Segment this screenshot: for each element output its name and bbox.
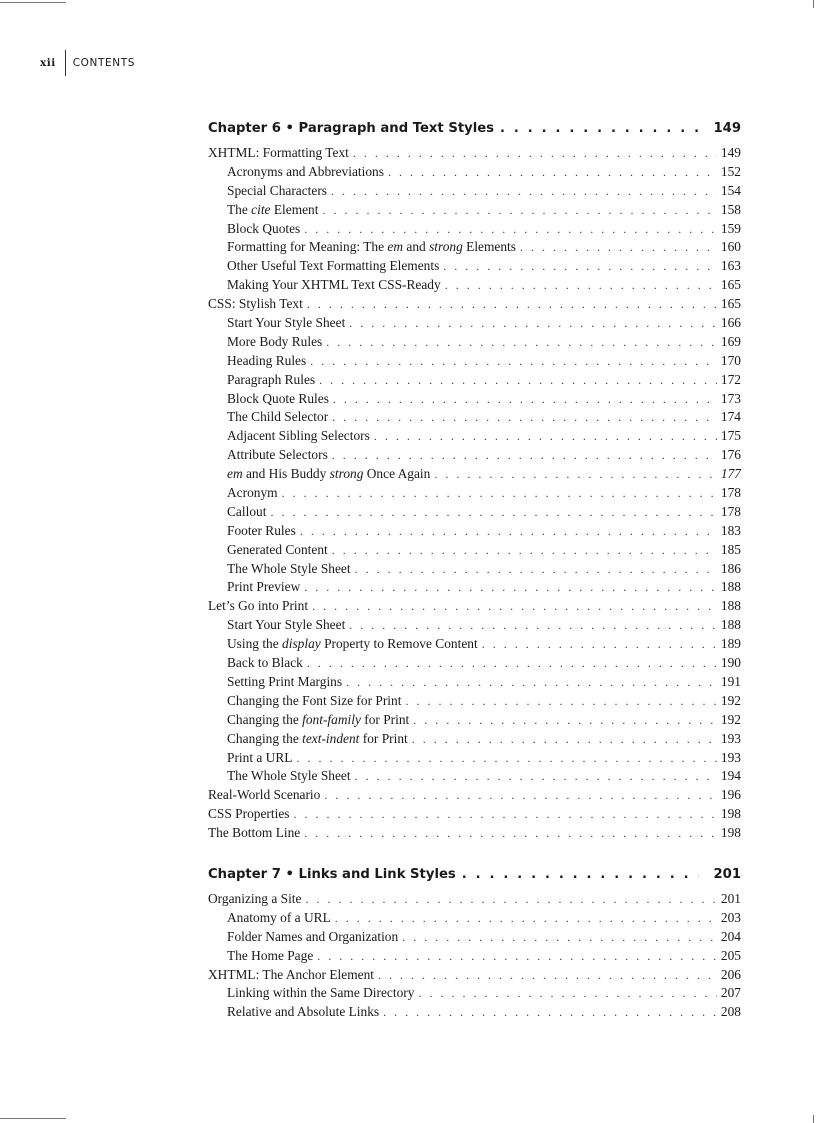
entry-title-text: for Print xyxy=(360,711,410,727)
toc-subentry[interactable] xyxy=(208,446,741,465)
entry-title-text: Back to Black xyxy=(227,655,303,671)
toc-subentry[interactable] xyxy=(208,730,741,749)
chapter-title: Chapter 7 • Links and Link Styles xyxy=(208,866,456,882)
entry-page-number: 186 xyxy=(720,560,741,576)
toc-subentry[interactable] xyxy=(208,635,741,654)
entry-title-text: The Bottom Line xyxy=(208,825,301,841)
entry-title xyxy=(227,730,408,749)
entry-page-number: 177 xyxy=(720,466,741,482)
entry-title-text: Adjacent Sibling Selectors xyxy=(227,428,370,444)
entry-page-number: 188 xyxy=(720,617,741,633)
dot-leader xyxy=(413,711,717,730)
dot-leader xyxy=(355,767,717,786)
toc-subentry[interactable] xyxy=(208,257,741,276)
running-head xyxy=(40,50,135,76)
toc-subentry[interactable] xyxy=(208,484,741,503)
toc-entry[interactable] xyxy=(208,890,741,909)
toc-subentry[interactable] xyxy=(208,541,741,560)
dot-leader xyxy=(282,484,717,503)
entry-page-number: 193 xyxy=(720,749,741,765)
entry-title-text: Element xyxy=(270,201,319,217)
entry-title-text: Attribute Selectors xyxy=(227,447,328,463)
dot-leader xyxy=(307,654,717,673)
dot-leader xyxy=(388,163,717,182)
toc-entry[interactable] xyxy=(208,805,741,824)
entry-page-number: 201 xyxy=(720,890,741,906)
entry-title xyxy=(227,541,328,560)
toc-subentry[interactable] xyxy=(208,220,741,239)
dot-leader xyxy=(462,864,700,886)
entry-title-text: Callout xyxy=(227,503,267,519)
entry-title-text: Anatomy of a URL xyxy=(227,909,331,925)
dot-leader xyxy=(310,352,717,371)
toc-subentry[interactable] xyxy=(208,238,741,257)
entry-title-code-term: em xyxy=(227,466,243,482)
entry-title xyxy=(227,333,322,352)
toc-subentry[interactable] xyxy=(208,711,741,730)
dot-leader xyxy=(353,144,717,163)
dot-leader xyxy=(332,541,717,560)
dot-leader xyxy=(324,786,717,805)
dot-leader xyxy=(304,824,717,843)
entry-page-number: 163 xyxy=(720,258,741,274)
entry-title xyxy=(227,749,292,768)
entry-title xyxy=(208,890,301,909)
toc-entry[interactable] xyxy=(208,295,741,314)
toc-subentry[interactable] xyxy=(208,333,741,352)
entry-title-text: Print a URL xyxy=(227,749,293,765)
entry-title-text: The Whole Style Sheet xyxy=(227,560,351,576)
entry-title-text: and His Buddy xyxy=(242,466,330,482)
toc-subentry[interactable] xyxy=(208,749,741,768)
entry-title-text: Once Again xyxy=(363,466,431,482)
entry-title xyxy=(227,390,329,409)
entry-title xyxy=(227,182,327,201)
chapter-heading[interactable] xyxy=(208,118,741,140)
entry-title xyxy=(227,692,401,711)
entry-title xyxy=(208,824,300,843)
dot-leader xyxy=(346,673,717,692)
toc-subentry[interactable] xyxy=(208,928,741,947)
entry-title-code-term: strong xyxy=(429,239,463,255)
toc-subentry[interactable] xyxy=(208,465,741,484)
toc-subentry[interactable] xyxy=(208,408,741,427)
dot-leader xyxy=(412,730,717,749)
entry-title-text: Property to Remove Content xyxy=(320,636,478,652)
entry-title-text: Changing the Font Size for Print xyxy=(227,692,402,708)
entry-title xyxy=(227,163,384,182)
toc-subentry[interactable] xyxy=(208,654,741,673)
entry-page-number: 185 xyxy=(720,541,741,557)
entry-title-text: Start Your Style Sheet xyxy=(227,617,346,633)
entry-title-text: Setting Print Margins xyxy=(227,673,343,689)
entry-title xyxy=(227,503,266,522)
entry-title xyxy=(227,673,342,692)
entry-title xyxy=(227,408,328,427)
toc-subentry[interactable] xyxy=(208,390,741,409)
toc-subentry[interactable] xyxy=(208,427,741,446)
toc-entry[interactable] xyxy=(208,597,741,616)
entry-page-number: 154 xyxy=(720,182,741,198)
dot-leader xyxy=(307,295,717,314)
entry-page-number: 169 xyxy=(720,333,741,349)
dot-leader xyxy=(335,909,717,928)
entry-title xyxy=(227,484,278,503)
dot-leader xyxy=(402,928,717,947)
entry-title xyxy=(208,966,374,985)
dot-leader xyxy=(331,182,717,201)
entry-page-number: 174 xyxy=(720,409,741,425)
entry-page-number: 165 xyxy=(720,277,741,293)
dot-leader xyxy=(349,616,717,635)
entry-title xyxy=(227,371,315,390)
entry-page-number: 198 xyxy=(720,806,741,822)
dot-leader xyxy=(482,635,717,654)
dot-leader xyxy=(355,560,717,579)
entry-title-text: Changing the xyxy=(227,730,303,746)
entry-page-number: 173 xyxy=(720,390,741,406)
entry-page-number: 160 xyxy=(720,239,741,255)
entry-title-text: XHTML: The Anchor Element xyxy=(208,966,374,982)
entry-title xyxy=(227,635,478,654)
entry-page-number: 204 xyxy=(720,928,741,944)
entry-title-text: Print Preview xyxy=(227,579,301,595)
entry-title-code-term: cite xyxy=(251,201,271,217)
entry-title xyxy=(227,1003,379,1022)
entry-page-number: 188 xyxy=(720,598,741,614)
entry-title-text: Changing the xyxy=(227,711,303,727)
entry-title-code-term: text-indent xyxy=(302,730,360,746)
toc-subentry[interactable] xyxy=(208,314,741,333)
entry-title xyxy=(227,928,398,947)
dot-leader xyxy=(304,578,717,597)
entry-page-number: 191 xyxy=(720,673,741,689)
dot-leader xyxy=(270,503,716,522)
entry-title xyxy=(227,767,351,786)
toc-subentry[interactable] xyxy=(208,201,741,220)
entry-title-text: Generated Content xyxy=(227,541,328,557)
entry-page-number: 203 xyxy=(720,909,741,925)
entry-title xyxy=(227,314,345,333)
dot-leader xyxy=(445,276,717,295)
entry-title-code-term: font-family xyxy=(302,711,361,727)
entry-title-text: Let’s Go into Print xyxy=(208,598,309,614)
entry-title-text: The Whole Style Sheet xyxy=(227,768,351,784)
entry-title-text: and xyxy=(403,239,430,255)
entry-title-text: Using the xyxy=(227,636,283,652)
entry-page-number: 190 xyxy=(720,655,741,671)
toc-subentry[interactable] xyxy=(208,352,741,371)
toc-subentry[interactable] xyxy=(208,616,741,635)
dot-leader xyxy=(300,522,717,541)
entry-title-text: Linking within the Same Directory xyxy=(227,985,415,1001)
entry-page-number: 158 xyxy=(720,201,741,217)
entry-title-text: Paragraph Rules xyxy=(227,371,316,387)
dot-leader xyxy=(326,333,717,352)
chapter-spacer xyxy=(208,843,741,864)
chapter-heading[interactable] xyxy=(208,864,741,886)
crop-mark-bottom-left xyxy=(0,1118,66,1119)
dot-leader xyxy=(434,465,717,484)
dot-leader xyxy=(333,390,717,409)
entry-page-number: 149 xyxy=(720,145,741,160)
toc-subentry[interactable] xyxy=(208,984,741,1003)
entry-page-number: 192 xyxy=(720,692,741,708)
dot-leader xyxy=(305,890,716,909)
toc-subentry[interactable] xyxy=(208,767,741,786)
entry-page-number: 166 xyxy=(720,315,741,331)
dot-leader xyxy=(319,371,717,390)
toc-subentry[interactable] xyxy=(208,503,741,522)
toc-subentry[interactable] xyxy=(208,560,741,579)
entry-page-number: 152 xyxy=(720,163,741,179)
entry-title-text: More Body Rules xyxy=(227,333,323,349)
entry-title-text: Real-World Scenario xyxy=(208,787,321,803)
entry-title xyxy=(227,238,516,257)
entry-title xyxy=(227,909,331,928)
dot-leader xyxy=(317,947,717,966)
toc-subentry[interactable] xyxy=(208,182,741,201)
toc-subentry[interactable] xyxy=(208,578,741,597)
entry-title xyxy=(227,446,328,465)
entry-title-text: The Home Page xyxy=(227,947,314,963)
entry-title xyxy=(227,220,300,239)
entry-title-text: Heading Rules xyxy=(227,352,307,368)
entry-title xyxy=(227,711,409,730)
dot-leader xyxy=(296,749,716,768)
entry-title-text: CSS Properties xyxy=(208,806,290,822)
entry-page-number: 178 xyxy=(720,503,741,519)
entry-title xyxy=(208,805,289,824)
chapter-page-number: 149 xyxy=(713,121,741,136)
entry-title xyxy=(227,947,313,966)
entry-page-number: 207 xyxy=(720,985,741,1001)
toc-subentry[interactable] xyxy=(208,276,741,295)
toc-entry[interactable] xyxy=(208,966,741,985)
toc-entry[interactable] xyxy=(208,824,741,843)
chapter-page-number: 201 xyxy=(713,866,741,882)
entry-page-number: 206 xyxy=(720,966,741,982)
dot-leader xyxy=(405,692,716,711)
entry-title xyxy=(227,201,318,220)
entry-title-text: Start Your Style Sheet xyxy=(227,315,346,331)
running-head-label: CONTENTS xyxy=(72,57,135,69)
entry-page-number: 193 xyxy=(720,730,741,746)
entry-page-number: 208 xyxy=(720,1004,741,1020)
entry-page-number: 172 xyxy=(720,371,741,387)
entry-page-number: 192 xyxy=(720,711,741,727)
entry-page-number: 170 xyxy=(720,352,741,368)
dot-leader xyxy=(500,118,699,140)
entry-title-text: Making Your XHTML Text CSS-Ready xyxy=(227,277,441,293)
dot-leader xyxy=(322,201,716,220)
toc-entry[interactable] xyxy=(208,786,741,805)
entry-page-number: 189 xyxy=(720,636,741,652)
entry-title xyxy=(227,560,351,579)
toc-subentry[interactable] xyxy=(208,673,741,692)
entry-title-text: Organizing a Site xyxy=(208,890,302,906)
entry-title xyxy=(227,427,370,446)
entry-page-number: 183 xyxy=(720,522,741,538)
toc-subentry[interactable] xyxy=(208,947,741,966)
entry-title xyxy=(227,276,441,295)
entry-page-number: 205 xyxy=(720,947,741,963)
entry-title-text: The Child Selector xyxy=(227,409,329,425)
toc-subentry[interactable] xyxy=(208,1003,741,1022)
toc-subentry[interactable] xyxy=(208,163,741,182)
entry-title-text: Special Characters xyxy=(227,182,328,198)
dot-leader xyxy=(374,427,717,446)
entry-title-text: Block Quotes xyxy=(227,220,301,236)
entry-title-text: Folder Names and Organization xyxy=(227,928,399,944)
dot-leader xyxy=(383,1003,717,1022)
entry-title-text: The xyxy=(227,201,252,217)
entry-title-text: Formatting for Meaning: The xyxy=(227,239,388,255)
toc-entry[interactable] xyxy=(208,144,741,163)
entry-title-text: Elements xyxy=(462,239,516,255)
crop-mark-bottom-right xyxy=(813,1115,814,1123)
dot-leader xyxy=(332,446,717,465)
entry-title-text: Block Quote Rules xyxy=(227,390,329,406)
entry-title-text: Acronym xyxy=(227,485,278,501)
entry-title xyxy=(227,654,303,673)
toc-subentry[interactable] xyxy=(208,692,741,711)
entry-title xyxy=(227,984,414,1003)
entry-page-number: 194 xyxy=(720,768,741,784)
entry-title xyxy=(227,352,306,371)
toc-subentry[interactable] xyxy=(208,522,741,541)
entry-title-text: CSS: Stylish Text xyxy=(208,296,303,312)
entry-page-number: 176 xyxy=(720,447,741,463)
entry-title xyxy=(227,257,439,276)
entry-title xyxy=(208,786,320,805)
toc-subentry[interactable] xyxy=(208,371,741,390)
crop-mark-top-right xyxy=(813,0,814,8)
dot-leader xyxy=(378,966,717,985)
toc-subentry[interactable] xyxy=(208,909,741,928)
dot-leader xyxy=(443,257,717,276)
entry-title xyxy=(227,578,300,597)
entry-title-code-term: em xyxy=(387,239,404,255)
entry-title xyxy=(227,522,296,541)
entry-title-text: Relative and Absolute Links xyxy=(227,1004,380,1020)
entry-page-number: 159 xyxy=(720,220,741,236)
dot-leader xyxy=(332,408,717,427)
entry-title-code-term: strong xyxy=(329,466,364,482)
entry-title-text: XHTML: Formatting Text xyxy=(208,145,349,160)
dot-leader xyxy=(520,238,717,257)
entry-title xyxy=(208,295,303,314)
entry-title-text: Footer Rules xyxy=(227,522,296,538)
dot-leader xyxy=(312,597,717,616)
entry-title xyxy=(227,465,430,484)
dot-leader xyxy=(293,805,716,824)
entry-title-text: for Print xyxy=(359,730,408,746)
entry-title-text: Other Useful Text Formatting Elements xyxy=(227,258,440,274)
table-of-contents xyxy=(208,118,741,1022)
entry-page-number: 188 xyxy=(720,579,741,595)
dot-leader xyxy=(304,220,717,239)
entry-page-number: 198 xyxy=(720,825,741,841)
entry-title-text: Acronyms and Abbreviations xyxy=(227,163,384,179)
dot-leader xyxy=(349,314,717,333)
entry-page-number: 178 xyxy=(720,485,741,501)
entry-title xyxy=(208,144,349,163)
entry-page-number: 196 xyxy=(720,787,741,803)
dot-leader xyxy=(418,984,716,1003)
chapter-title: Chapter 6 • Paragraph and Text Styles xyxy=(208,121,495,136)
entry-title xyxy=(227,616,345,635)
entry-title xyxy=(208,597,308,616)
entry-page-number: 175 xyxy=(720,428,741,444)
crop-mark-top-left xyxy=(0,2,66,3)
entry-title-code-term: display xyxy=(282,636,321,652)
page-folio: xii xyxy=(40,57,56,69)
entry-page-number: 165 xyxy=(720,296,741,312)
